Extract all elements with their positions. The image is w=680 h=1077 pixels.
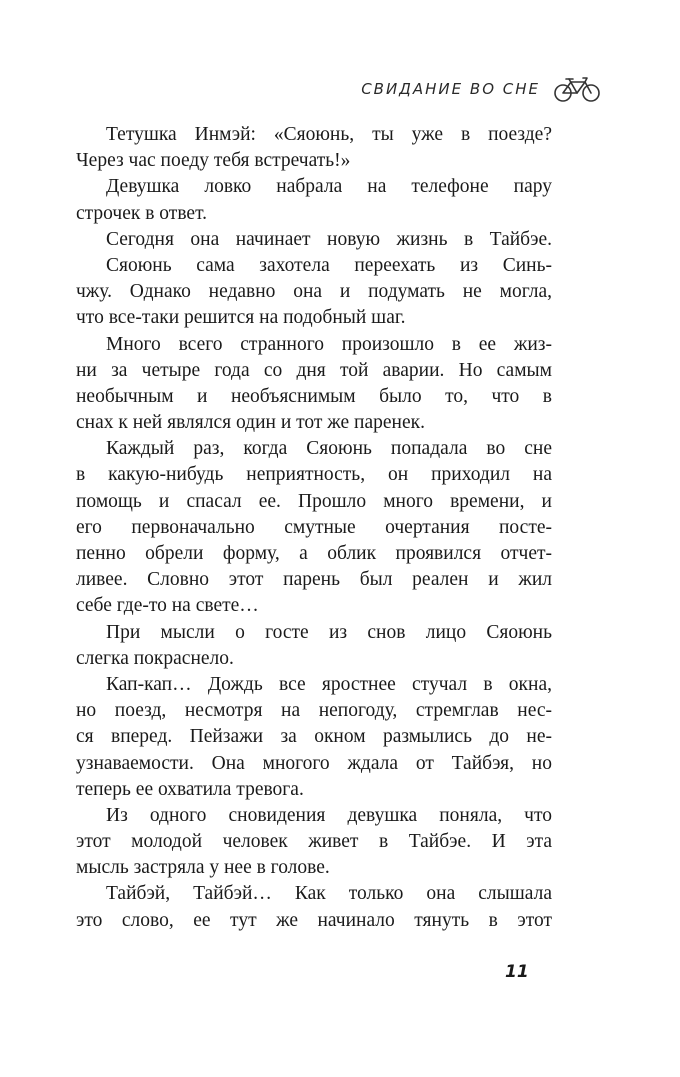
running-head [361, 74, 602, 104]
text-line: Сяоюнь сама захотела переехать из Синь- [106, 254, 552, 276]
text-line: Тетушка Инмэй: «Сяоюнь, ты уже в поезде? [106, 124, 552, 145]
text-line: мысль застряла у нее в голове. [76, 857, 330, 879]
text-line: но поезд, несмотря на непогоду, стремглав нес- [76, 700, 552, 722]
text-line: При мысли о госте из снов лицо Сяоюнь [106, 621, 552, 643]
text-line: Девушка ловко набрала на телефоне пару [106, 176, 552, 198]
running-title: СВИДАНИЕ ВО СНЕ [361, 80, 540, 98]
text-line: Кап-кап… Дождь все яростнее стучал в окна, [106, 673, 552, 695]
text-line: необычным и необъяснимым было то, что в [76, 385, 552, 407]
text-line: в какую-нибудь неприятность, он приходил на [76, 464, 552, 486]
text-line: ся вперед. Пейзажи за окном размылись до не- [76, 726, 552, 748]
text-line: Много всего странного произошло в ее жиз- [106, 333, 552, 355]
text-line: Через час поеду тебя встречать!» [76, 150, 351, 172]
text-line: помощь и спасал ее. Прошло много времени, и [76, 490, 552, 512]
text-line: теперь ее охватила тревога. [76, 778, 304, 800]
bicycle-icon [552, 75, 602, 103]
text-line: что все-таки решится на подобный шаг. [76, 307, 406, 329]
body-text [76, 122, 552, 934]
text-line: Каждый раз, когда Сяоюнь попадала во сне [106, 438, 552, 460]
text-line: Из одного сновидения девушка поняла, что [106, 804, 552, 826]
page-number: 11 [505, 962, 529, 982]
text-line: его первоначально смутные очертания посте- [76, 516, 552, 538]
text-line: ни за четыре года со дня той аварии. Но самым [76, 359, 552, 381]
text-line: снах к ней являлся один и тот же паренек. [76, 412, 425, 434]
text-line: Тайбэй, Тайбэй… Как только она слышала [106, 883, 552, 905]
text-line: строчек в ответ. [76, 202, 207, 224]
text-line: себе где-то на свете… [76, 595, 259, 617]
text-line: этот молодой человек живет в Тайбэе. И эта [76, 831, 552, 853]
text-line: пенно обрели форму, а облик проявился отчет- [76, 543, 552, 564]
text-line: чжу. Однако недавно она и подумать не могла, [76, 281, 552, 303]
text-line: ливее. Словно этот парень был реален и жил [76, 569, 552, 591]
text-line: Сегодня она начинает новую жизнь в Тайбэе. [106, 228, 552, 250]
text-line: это слово, ее тут же начинало тянуть в этот [76, 909, 552, 931]
text-line: слегка покраснело. [76, 647, 234, 669]
text-line: узнаваемости. Она многого ждала от Тайбэя, но [76, 752, 552, 774]
